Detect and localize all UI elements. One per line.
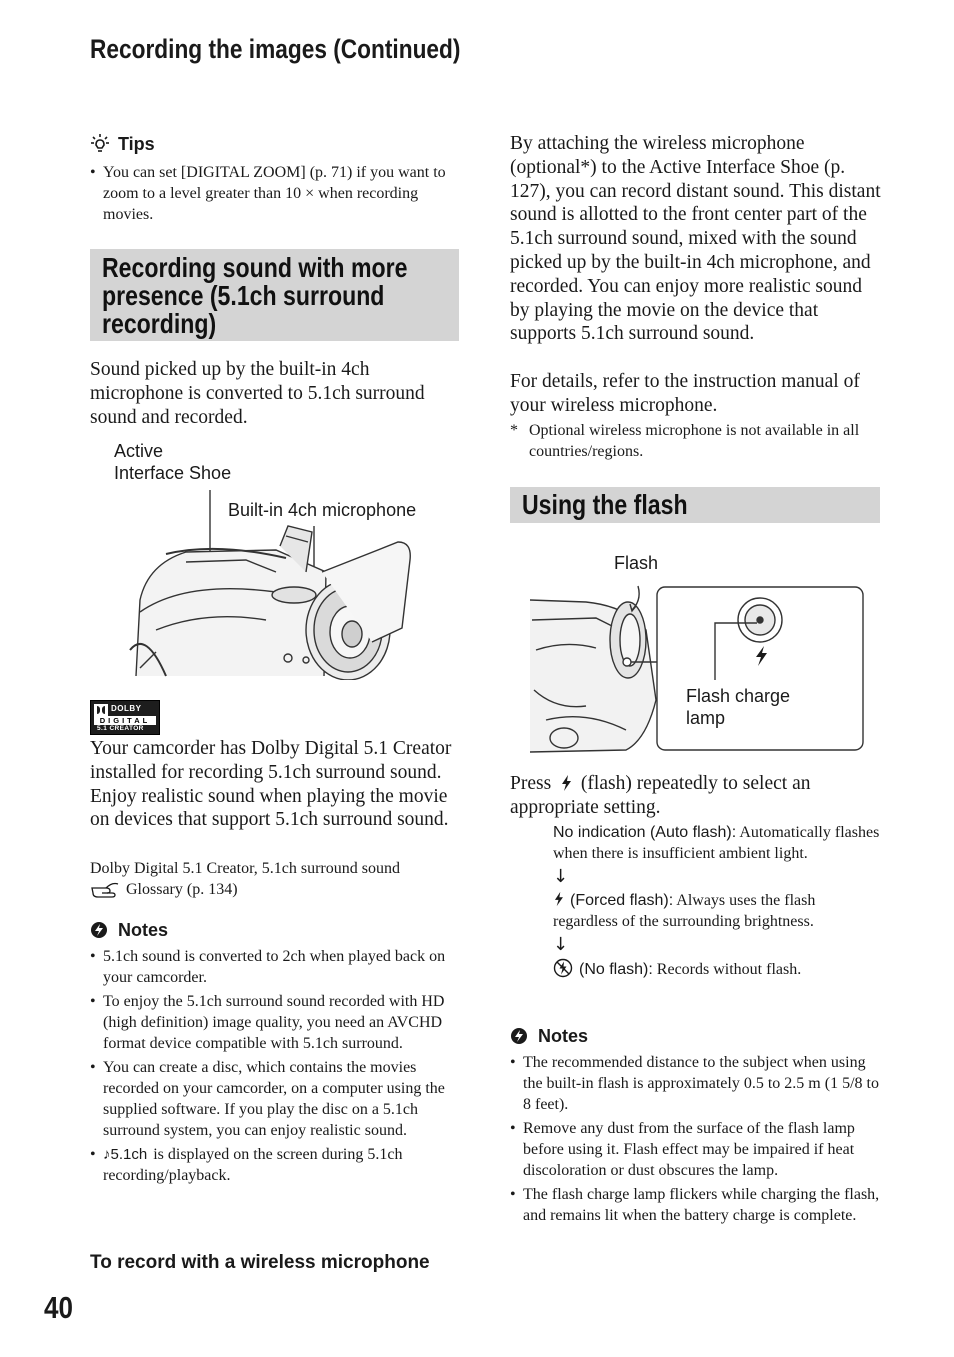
note-item: • The flash charge lamp flickers while charging the flash, and remains lit when the battery charge is complete. <box>510 1184 880 1226</box>
tips-heading <box>90 132 460 156</box>
flash-notes <box>510 1024 880 1229</box>
dolby-logo-line3: 5.1 CREATOR <box>97 725 144 732</box>
label-line: Flash charge <box>686 686 791 706</box>
notes-title: Notes <box>118 919 169 940</box>
flash-mode-description: Records without flash. <box>656 961 802 978</box>
flash-mode-off <box>553 958 883 980</box>
flash-icon <box>553 891 564 907</box>
notes-heading <box>510 1024 880 1048</box>
flash-icon <box>560 774 572 792</box>
flash-instruction <box>510 772 882 820</box>
surround-title-line: Recording sound with more <box>102 252 408 283</box>
flash-mode-list <box>553 822 883 980</box>
figure-label-lamp <box>686 685 790 729</box>
wireless-paragraph: By attaching the wireless microphone (optional*) to the Active Interface Shoe (p. 127), you can record distant sound. This distant sound is allotted to the front center part of the 5.1ch surround sound, mixed with the sound picked up by the built-in 4ch microphone, and recorded. You can enjoy more realistic sound by playing the movie on the device that supports 5.1ch surround sound. <box>510 133 881 345</box>
flash-mode-description: Always uses the flash regardless of the surrounding brightness. <box>553 892 816 930</box>
caution-icon <box>90 921 108 939</box>
footnote-mark: * <box>510 422 518 439</box>
notes-heading <box>90 918 460 942</box>
label-line: Interface Shoe <box>114 463 232 483</box>
notes-title: Notes <box>538 1025 589 1046</box>
flash-mode-label: No indication (Auto flash): <box>553 824 737 841</box>
note-item <box>90 1144 460 1186</box>
flash-section-bar <box>510 487 880 523</box>
glossary-hand-icon <box>90 880 120 900</box>
tips-title: Tips <box>118 133 155 154</box>
caution-icon <box>510 1027 528 1045</box>
surround-title-line: presence (5.1ch surround <box>102 280 385 311</box>
glossary-reference <box>90 858 462 900</box>
notes-list <box>90 946 460 1186</box>
note-item: • The recommended distance to the subject when using the built-in flash is approximately 0.5 to 2.5 m (1 5/8 to 8 feet). <box>510 1052 880 1115</box>
surround-intro: Sound picked up by the built-in 4ch microphone is converted to 5.1ch surround sound and recorded. <box>90 359 425 428</box>
flash-mode-label: (No flash): <box>579 961 653 978</box>
instruction-text: (flash) repeatedly to select an appropriate setting. <box>510 773 811 818</box>
tip-item: • You can set [DIGITAL ZOOM] (p. 71) if you want to zoom to a level greater than 10 × when recording movies. <box>90 162 460 225</box>
note-item: • You can create a disc, which contains the movies recorded on your camcorder, on a computer using the supplied software. If you play the disc on a 5.1ch surround system, you can enjoy realistic sound. <box>90 1057 460 1141</box>
label-line: Active <box>114 441 164 461</box>
wireless-paragraph-details: For details, refer to the instruction manual of your wireless microphone. <box>510 371 860 416</box>
tips-block <box>90 132 460 228</box>
dolby-logo-line2: DIGITAL <box>94 716 156 725</box>
flash-mode-forced <box>553 890 883 932</box>
note-item: • 5.1ch sound is converted to 2ch when played back on your camcorder. <box>90 946 460 988</box>
mode-arrow: ↓ <box>553 934 569 955</box>
surround-title-line: recording) <box>102 308 217 339</box>
no-flash-icon <box>553 958 573 978</box>
label-line: lamp <box>686 708 726 728</box>
note-item-text: is displayed on the screen during 5.1ch recording/playback. <box>103 1146 403 1184</box>
tips-list <box>90 162 460 225</box>
note-item: • Remove any dust from the surface of the flash lamp before using it. Flash effect may be impaired if heat discoloration or dust obscures the lamp. <box>510 1118 880 1181</box>
flash-mode-description: Automatically flashes when there is insufficient ambient light. <box>553 824 880 862</box>
footnote <box>510 420 880 462</box>
mode-arrow: ↓ <box>553 866 569 887</box>
figure-label-flash: Flash <box>614 553 659 573</box>
dolby-description: Your camcorder has Dolby Digital 5.1 Creator installed for recording 5.1ch surround sound. Enjoy realistic sound when playing the movie on devices that support 5.1ch surround sound. <box>90 738 452 831</box>
surround-notes <box>90 918 460 1189</box>
notes-list <box>510 1052 880 1226</box>
wireless-heading: To record with a wireless microphone <box>90 1252 430 1273</box>
dolby-logo <box>90 700 160 735</box>
glossary-line: Glossary (p. 134) <box>126 881 238 898</box>
glossary-line: Dolby Digital 5.1 Creator, 5.1ch surround sound <box>90 860 400 877</box>
bulb-icon <box>90 133 110 155</box>
note-item: • To enjoy the 5.1ch surround sound recorded with HD (high definition) image quality, you need an AVCHD format device compatible with 5.1ch surround. <box>90 991 460 1054</box>
running-title: Recording the images (Continued) <box>90 34 461 64</box>
flash-section-title: Using the flash <box>522 489 688 520</box>
page-number: 40 <box>44 1290 73 1325</box>
flash-mode-auto <box>553 822 883 864</box>
flash-mode-label: (Forced flash): <box>570 892 674 909</box>
surround-section-bar <box>90 249 459 341</box>
camcorder-mic-illustration <box>126 480 416 680</box>
dolby-logo-line1: DOLBY <box>111 704 142 713</box>
surround-sound-icon: ♪5.1ch <box>103 1146 148 1163</box>
footnote-text: Optional wireless microphone is not available in all countries/regions. <box>529 422 860 460</box>
figure-label-shoe <box>114 440 231 484</box>
figure-label-mic: Built-in 4ch microphone <box>228 500 417 520</box>
instruction-text: Press <box>510 773 552 794</box>
